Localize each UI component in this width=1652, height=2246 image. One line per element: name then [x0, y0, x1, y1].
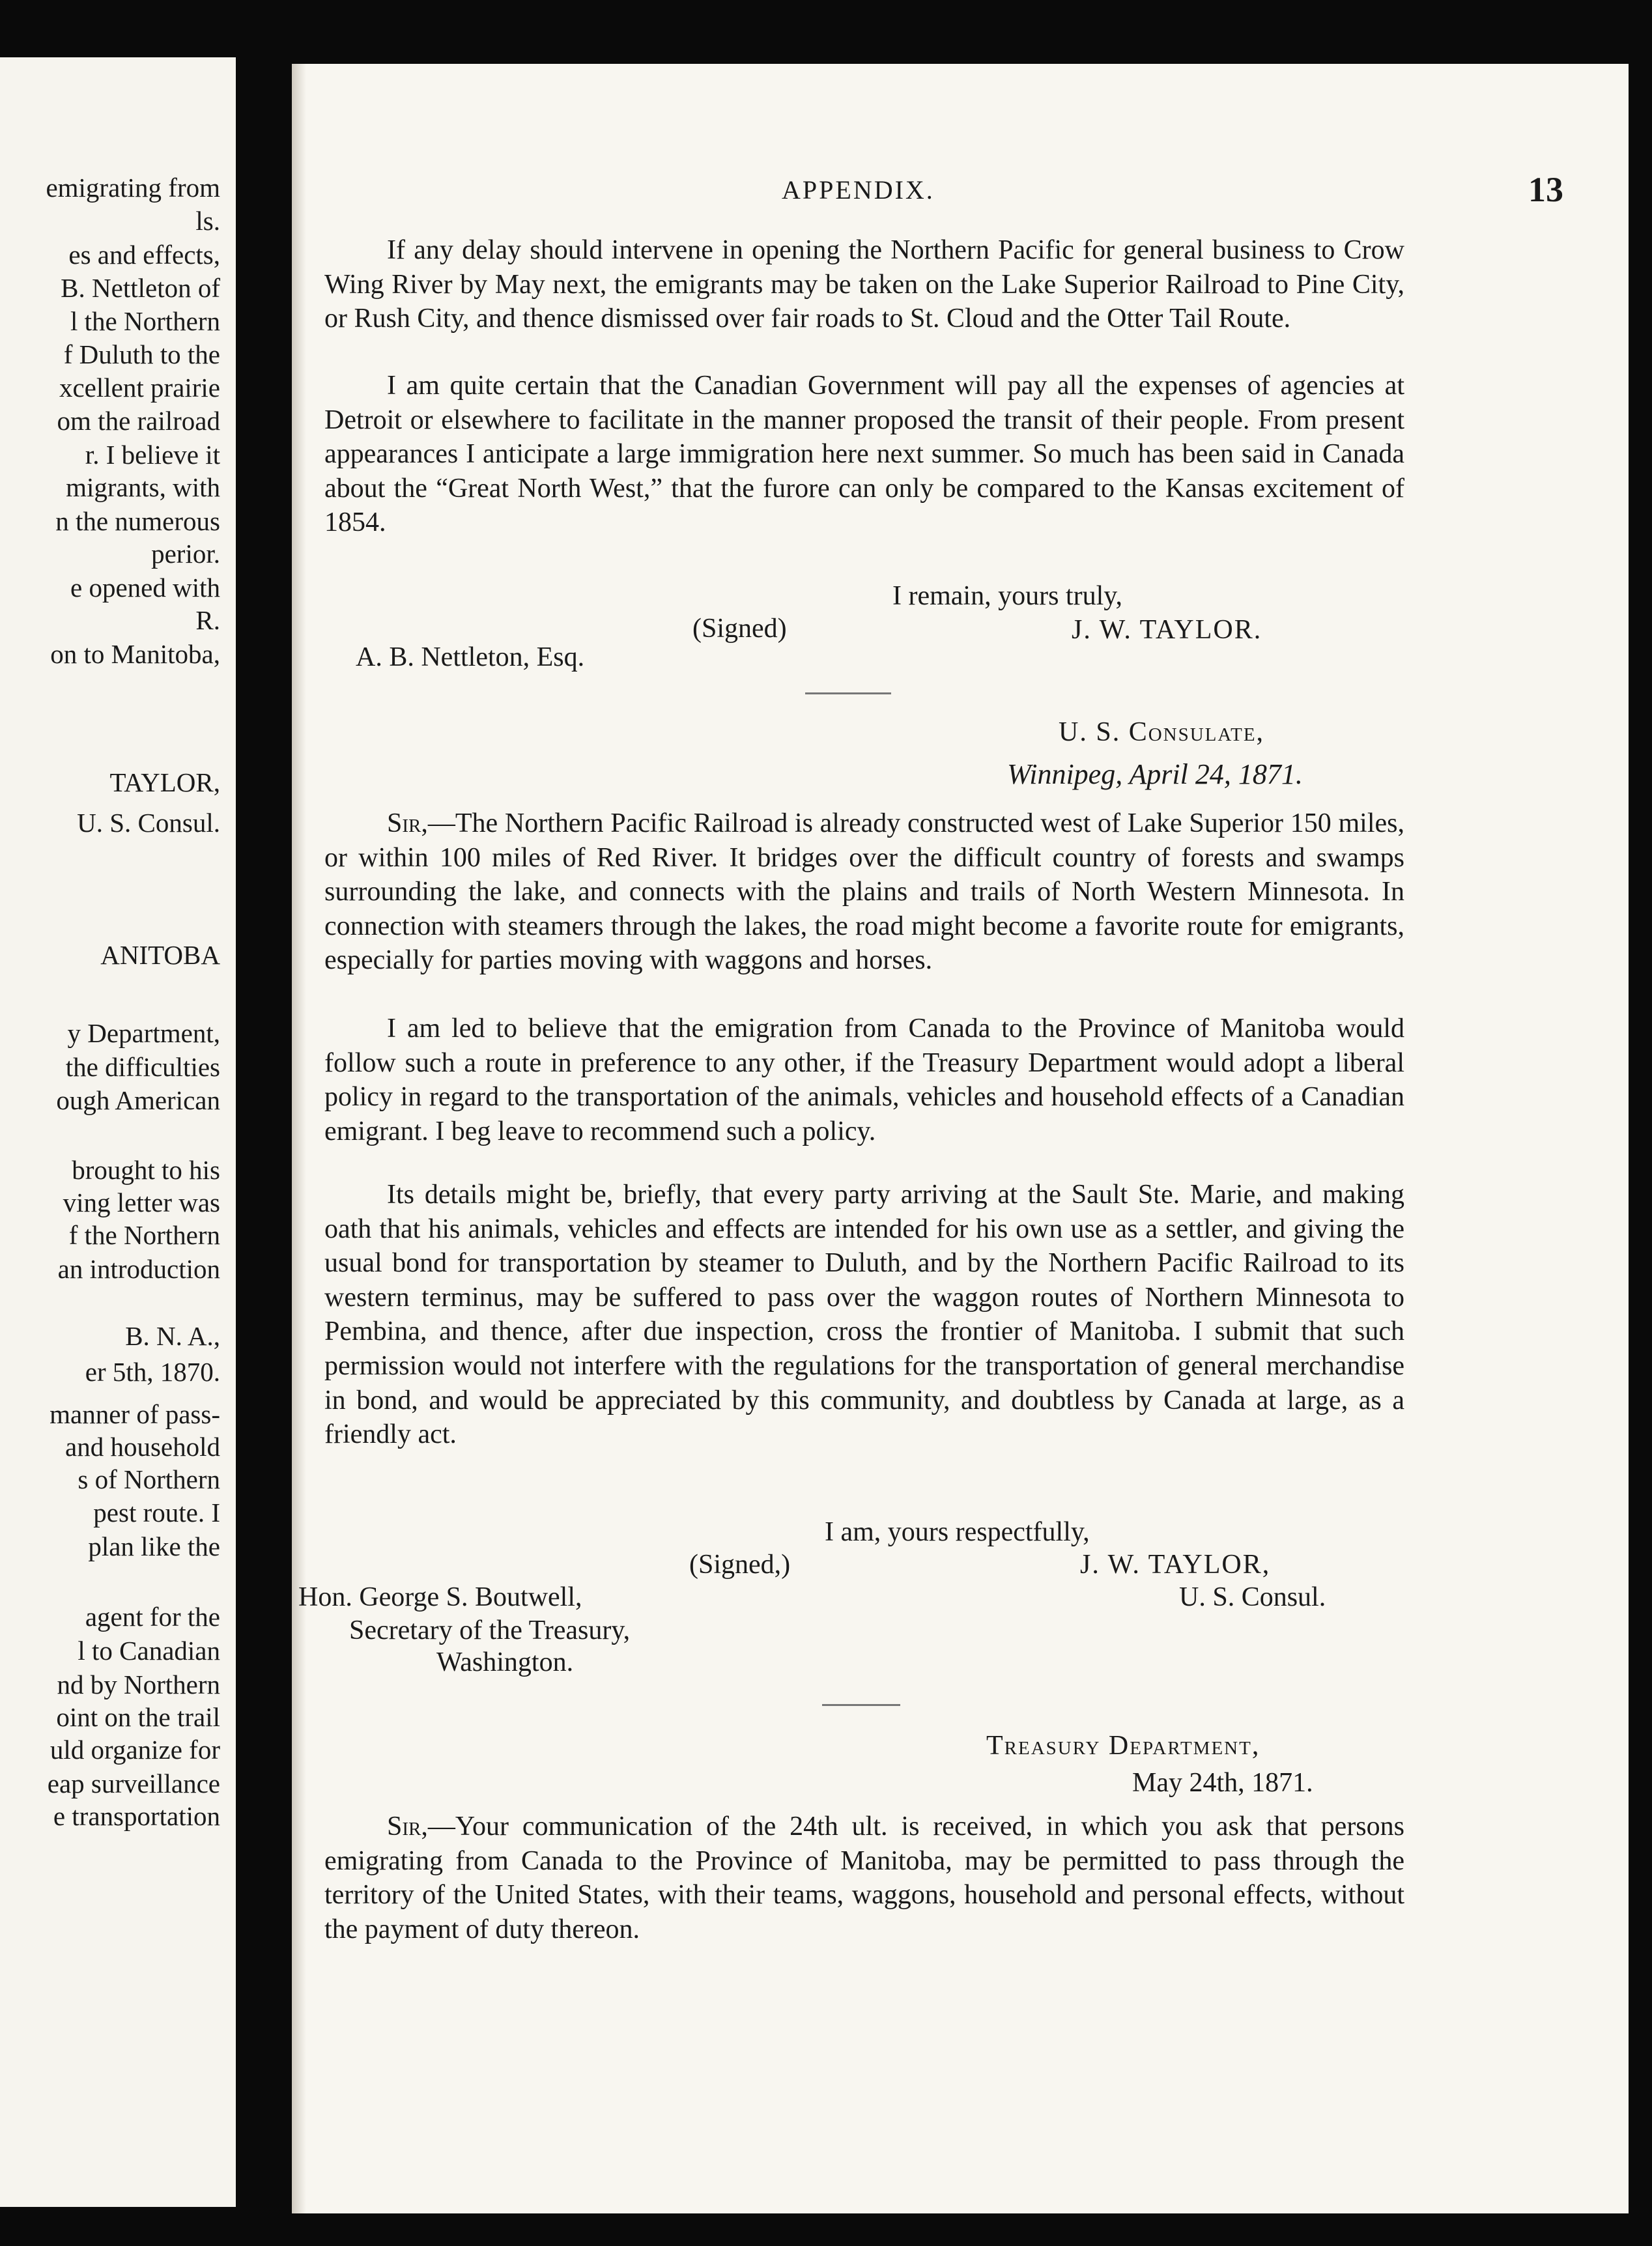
left-page-line: plan like the: [88, 1531, 220, 1561]
left-page-line: brought to his: [72, 1155, 220, 1185]
right-page: [292, 64, 1629, 2213]
left-page-line: es and effects,: [68, 240, 220, 270]
left-page-line: TAYLOR,: [109, 767, 220, 797]
left-page-line: e transportation: [53, 1801, 220, 1831]
letter2-signer: J. W. TAYLOR,: [1080, 1550, 1271, 1580]
left-page-line: pest route. I: [93, 1498, 220, 1528]
left-page-line: f the Northern: [68, 1220, 220, 1250]
left-page-line: B. Nettleton of: [61, 273, 220, 303]
letter2-addressee-place: Washington.: [436, 1647, 574, 1677]
left-page-line: the difficulties: [65, 1052, 220, 1082]
left-page-line: nd by Northern: [57, 1670, 220, 1699]
letter2-closing: I am, yours respectfully,: [825, 1517, 1090, 1547]
left-page-line: r. I believe it: [85, 440, 220, 470]
running-head: APPENDIX.: [782, 175, 935, 205]
letter1-closing: I remain, yours truly,: [892, 581, 1123, 611]
left-page-line: migrants, with: [66, 472, 220, 502]
treasury-heading: Treasury Department,: [986, 1731, 1260, 1761]
left-page-line: eap surveillance: [47, 1769, 220, 1798]
left-page-line: l the Northern: [70, 306, 220, 336]
left-page-line: l to Canadian: [78, 1636, 220, 1666]
left-page-line: om the railroad: [57, 406, 220, 436]
left-page-line: e opened with: [70, 573, 220, 603]
left-page-line: f Duluth to the: [63, 339, 220, 369]
left-page-line: manner of pass-: [50, 1399, 220, 1429]
left-page-line: oint on the trail: [56, 1702, 220, 1732]
letter2-signer-title: U. S. Consul.: [1179, 1582, 1326, 1612]
left-page-line: ls.: [195, 206, 220, 236]
left-page-line: ough American: [56, 1085, 220, 1115]
page-header: [292, 170, 1629, 214]
letter1-paragraph-2: I am quite certain that the Canadian Government will pay all the expenses of agencies at Detroit or elsewhere to facilitate in the manner proposed the transit of their people. From present appearances I anticipate a large immigration here next summer. So much has been said in Canada about the “Great North West,” that the furore can only be compared to the Kansas excitement of 1854.: [324, 371, 1404, 538]
left-page-line: R.: [195, 605, 220, 635]
left-page: [0, 57, 236, 2207]
left-page-line: n the numerous: [55, 506, 220, 536]
letter2-paragraph-1-text: —The Northern Pacific Railroad is already constructed west of Lake Superior 150 miles, or within 100 miles of Red River. It bridges over the difficult country of forests and swamps surrounding the lake, and connects with the plains and trails of North Western Minnesota. In connection with steamers through the lakes, the road might become a favorite route for emigrants, especially for parties moving with waggons and horses.: [324, 808, 1404, 976]
consulate-heading: U. S. Consulate,: [1059, 717, 1265, 747]
left-page-line: er 5th, 1870.: [85, 1357, 220, 1387]
left-page-line: an introduction: [57, 1254, 220, 1284]
letter3-salutation: Sir,: [387, 1812, 428, 1841]
left-page-line: agent for the: [85, 1602, 220, 1632]
letter2-paragraph-2: I am led to believe that the emigration from Canada to the Province of Manitoba would follow such a route in preference to any other, if the Treasury Department would adopt a liberal policy in regard to the transportation of the animals, vehicles and household effects of a Canadian emigrant. I beg leave to recommend such a policy.: [324, 1014, 1404, 1146]
letter3-paragraph-1: [324, 1810, 1404, 1946]
left-page-line: ving letter was: [63, 1187, 220, 1217]
letter2-addressee-name: Hon. George S. Boutwell,: [298, 1582, 582, 1612]
letter2-signed-note: (Signed,): [689, 1550, 791, 1580]
left-page-line: y Department,: [67, 1018, 220, 1048]
left-page-line: on to Manitoba,: [50, 639, 220, 669]
consulate-place-date: Winnipeg, April 24, 1871.: [1007, 758, 1303, 790]
letter2-paragraph-1: [324, 806, 1404, 978]
left-page-line: xcellent prairie: [59, 373, 220, 403]
left-page-line: s of Northern: [78, 1464, 220, 1494]
letter1-signer: J. W. TAYLOR.: [1072, 615, 1262, 645]
letter1-signed-note: (Signed): [692, 614, 787, 644]
letter1-paragraph-1: If any delay should intervene in opening the Northern Pacific for general business to Crow Wing River by May next, the emigrants may be taken on the Lake Superior Railroad to Pine City, or Rush City, and thence dismissed over fair roads to St. Cloud and the Otter Tail Route.: [324, 235, 1404, 334]
letter2-salutation: Sir,: [387, 808, 428, 838]
treasury-date: May 24th, 1871.: [1132, 1768, 1313, 1798]
letter3-paragraph-1-text: —Your communication of the 24th ult. is received, in which you ask that persons emigrating from Canada to the Province of Manitoba, may be permitted to pass through the territory of the United States, with their teams, waggons, household and personal effects, without the payment of duty thereon.: [324, 1812, 1404, 1944]
letter2-paragraph-3: Its details might be, briefly, that every party arriving at the Sault Ste. Marie, and making oath that his animals, vehicles and effects are intended for his own use as a settler, and giving the usual bond for transportation by steamer to Duluth, and by the Northern Pacific Railroad to its western terminus, may be suffered to pass over the waggon routes of Northern Minnesota to Pembina, and thence, after due inspection, cross the frontier of Manitoba. I submit that such permission would not interfere with the regulations for the transportation of general merchandise in bond, and would be appreciated by this community, and doubtless by Canada at large, as a friendly act.: [324, 1180, 1404, 1450]
left-page-line: B. N. A.,: [125, 1321, 220, 1351]
letter2-addressee-title: Secretary of the Treasury,: [349, 1615, 631, 1645]
left-page-line: U. S. Consul.: [77, 808, 220, 838]
left-page-line: perior.: [151, 539, 220, 569]
letter1-addressee: A. B. Nettleton, Esq.: [356, 642, 585, 672]
left-page-line: uld organize for: [50, 1735, 220, 1765]
book-gutter: [236, 57, 292, 2207]
left-page-line: ANITOBA: [100, 940, 220, 970]
section-divider-2: [822, 1704, 900, 1706]
page-number: 13: [1528, 170, 1563, 209]
page-edge-shadow: [292, 64, 306, 2213]
section-divider-1: [805, 692, 891, 694]
left-page-line: emigrating from: [46, 173, 220, 203]
left-page-line: and household: [65, 1432, 220, 1462]
